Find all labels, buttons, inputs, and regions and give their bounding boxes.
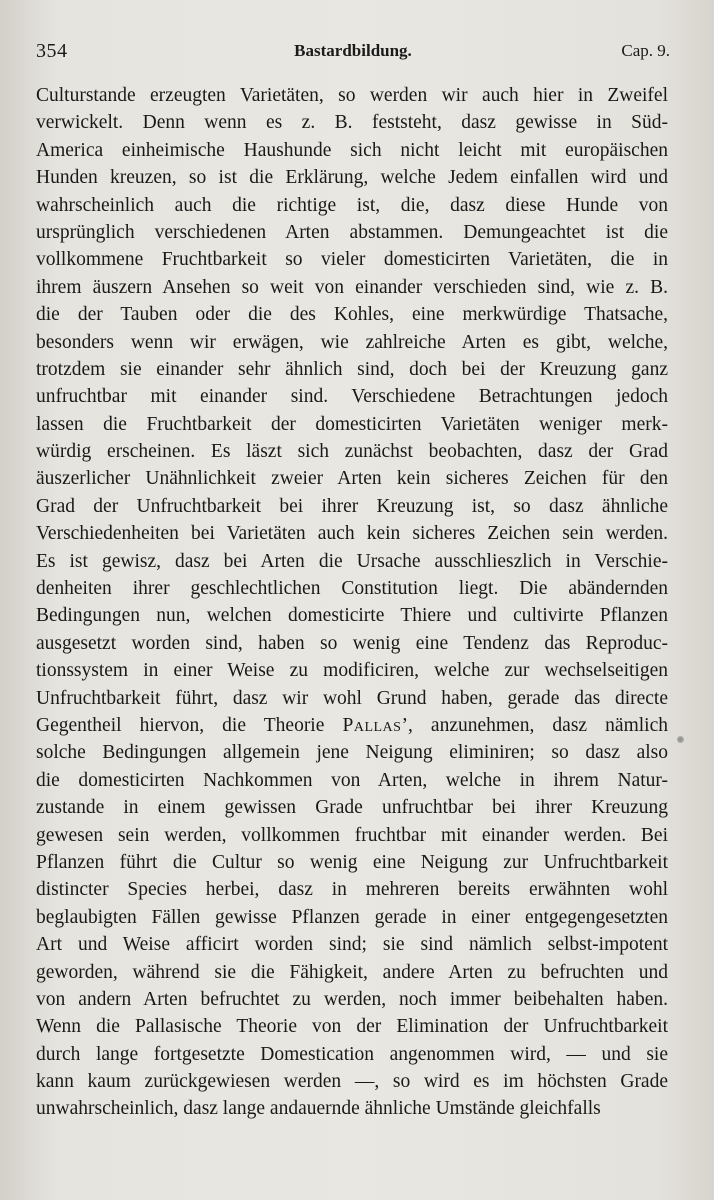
- text-line: Culturstande erzeugten Varietäten, so werden wir auch hier in Zweifel: [36, 85, 668, 106]
- author-name-smallcaps: Pallas: [342, 714, 402, 736]
- text-line: Unfruchtbarkeit führt, dasz wir wohl Grund haben, gerade das directe: [36, 687, 668, 709]
- running-title: Bastardbildung.: [294, 41, 412, 60]
- text-line: von andern Arten befruchtet zu werden, noch immer beibehalten haben.: [36, 988, 668, 1010]
- text-line: Es ist gewisz, dasz bei Arten die Ursache ausschlieszlich in Verschie-: [36, 550, 668, 572]
- text-line: Verschiedenheiten bei Varietäten auch kein sicheres Zeichen sein werden.: [36, 523, 668, 545]
- text-line: würdig erscheinen. Es läszt sich zunächst beobachten, dasz der Grad: [36, 441, 668, 463]
- text-line: Art und Weise afficirt worden sind; sie sind nämlich selbst-impotent: [36, 934, 668, 956]
- text-line: America einheimische Haushunde sich nicht leicht mit europäischen: [36, 139, 668, 161]
- text-line: die der Tauben oder die des Kohles, eine merkwürdige Thatsache,: [36, 304, 668, 326]
- text-line: [36, 712, 668, 739]
- text-line: gewesen sein werden, vollkommen fruchtbar mit einander werden. Bei: [36, 824, 668, 846]
- text-line: die domesticirten Nachkommen von Arten, welche in ihrem Natur-: [36, 769, 668, 791]
- text-segment: ’, anzunehmen, dasz nämlich: [401, 714, 668, 736]
- body-text: [36, 82, 668, 1123]
- text-line: lassen die Fruchtbarkeit der domesticirten Varietäten weniger merk-: [36, 413, 668, 435]
- text-line: beglaubigten Fällen gewisse Pflanzen gerade in einer entgegengesetzten: [36, 906, 668, 928]
- text-segment: Gegentheil hiervon, die Theorie: [36, 714, 343, 736]
- text-line: tionssystem in einer Weise zu modificiren, welche zur wechselseitigen: [36, 660, 668, 682]
- text-line: Grad der Unfruchtbarkeit bei ihrer Kreuzung ist, so dasz ähnliche: [36, 495, 668, 517]
- text-line: unfruchtbar mit einander sind. Verschiedene Betrachtungen jedoch: [36, 386, 668, 408]
- text-line: vollkommene Fruchtbarkeit so vieler domesticirten Varietäten, die in: [36, 249, 668, 271]
- text-line: geworden, während sie die Fähigkeit, andere Arten zu befruchten und: [36, 961, 668, 983]
- page-number: 354: [36, 40, 68, 62]
- text-line: ihrem äuszern Ansehen so weit von einander verschieden sind, wie z. B.: [36, 276, 668, 298]
- text-line: durch lange fortgesetzte Domestication angenommen wird, — und sie: [36, 1043, 668, 1065]
- text-line: Pflanzen führt die Cultur so wenig eine Neigung zur Unfruchtbarkeit: [36, 851, 668, 873]
- text-line: wahrscheinlich auch die richtige ist, die, dasz diese Hunde von: [36, 194, 668, 216]
- text-line: zustande in einem gewissen Grade unfruchtbar bei ihrer Kreuzung: [36, 797, 668, 819]
- text-line: besonders wenn wir erwägen, wie zahlreiche Arten es gibt, welche,: [36, 331, 668, 353]
- text-line: Wenn die Pallasische Theorie von der Elimination der Unfruchtbarkeit: [36, 1016, 668, 1038]
- text-line: äuszerlicher Unähnlichkeit zweier Arten kein sicheres Zeichen für den: [36, 468, 668, 490]
- text-line: kann kaum zurückgewiesen werden —, so wird es im höchsten Grade: [36, 1071, 668, 1093]
- text-line: denheiten ihrer geschlechtlichen Constitution liegt. Die abändernden: [36, 578, 668, 600]
- paper-speck: [677, 736, 684, 743]
- text-line: solche Bedingungen allgemein jene Neigung eliminiren; so dasz also: [36, 742, 668, 764]
- text-line: ursprünglich verschiedenen Arten abstammen. Demungeachtet ist die: [36, 221, 668, 243]
- text-line: unwahrscheinlich, dasz lange andauernde ähnliche Umstände gleichfalls: [36, 1098, 601, 1120]
- chapter-label: Cap. 9.: [621, 41, 670, 60]
- text-line: trotzdem sie einander sehr ähnlich sind, doch bei der Kreuzung ganz: [36, 358, 668, 380]
- page-header: [36, 40, 670, 70]
- text-line: Hunden kreuzen, so ist die Erklärung, welche Jedem einfallen wird und: [36, 167, 668, 189]
- text-line: verwickelt. Denn wenn es z. B. feststeht, dasz gewisse in Süd-: [36, 112, 668, 134]
- text-line: distincter Species herbei, dasz in mehreren bereits erwähnten wohl: [36, 879, 668, 901]
- text-line: Bedingungen nun, welchen domesticirte Thiere und cultivirte Pflanzen: [36, 605, 668, 627]
- text-line: ausgesetzt worden sind, haben so wenig eine Tendenz das Reproduc-: [36, 632, 668, 654]
